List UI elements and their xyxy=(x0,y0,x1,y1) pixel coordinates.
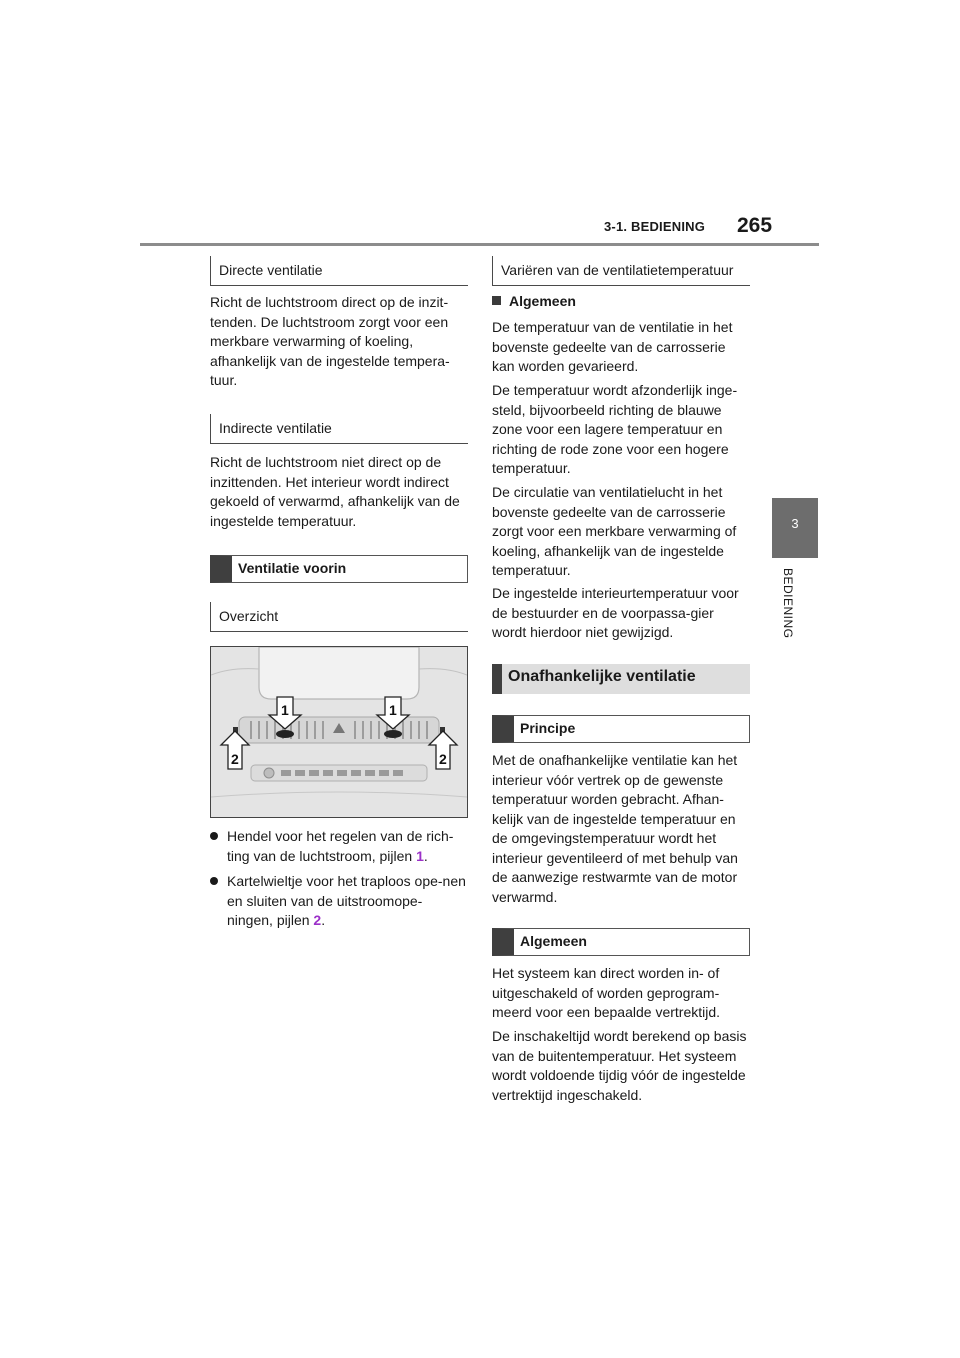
heading-algemeen: Algemeen xyxy=(492,928,750,956)
temp-para-4: De ingestelde interieurtemperatuur voor de bestuurder en de voorpassa-gier wordt hierdoor niet gewijzigd. xyxy=(492,585,739,640)
principe-text: Met de onafhankelijke ventilatie kan het interieur vóór vertrek op de gewenste temperatuur worden gebracht. Afhan-kelijk van de ingestelde temperatuur en de omgevingstemperatuur wordt het interieur geventileerd of met behulp van de aanwezige restwarmte van de motor verwarmd. xyxy=(492,752,738,905)
bullet-hendel-ref: 1 xyxy=(416,847,424,864)
bullet-hendel-text: Hendel voor het regelen van de rich-ting van de luchtstroom, pijlen xyxy=(227,828,454,864)
section-title: 3-1. BEDIENING xyxy=(604,219,706,234)
figure-label-1-right: 1 xyxy=(389,702,397,718)
bullet-hendel-period: . xyxy=(423,847,428,864)
page-number: 265 xyxy=(737,214,773,237)
bullet-kartelwieltje-ref: 2 xyxy=(313,912,322,928)
algemeen-text-1: Het systeem kan direct worden in- of uitgeschakeld of worden geprogram-meerd voor een bepaalde vertrektijd. xyxy=(492,965,721,1020)
heading-overzicht: Overzicht xyxy=(210,602,468,632)
temp-para-2: De temperatuur wordt afzonderlijk inge-steld, bijvoorbeeld richting de blauwe zone voor een lagere temperatuur en richting de rode zone voor een hogere temperatuur. xyxy=(492,382,738,476)
header-divider xyxy=(140,243,819,246)
figure-label-1-left: 1 xyxy=(281,702,289,718)
heading-ventilatie-voorin: Ventilatie voorin xyxy=(210,555,468,583)
heading-varieren-temperatuur: Variëren van de ventilatietemperatuur xyxy=(492,256,750,286)
temp-para-1: De temperatuur van de ventilatie in het bovenste gedeelte van de carrosserie kan worden gevarieerd. xyxy=(492,319,733,374)
dashboard-illustration xyxy=(211,647,467,817)
figure-label-2-right: 2 xyxy=(439,751,447,767)
bullet-kartelwieltje-text: Kartelwieltje voor het traploos ope-nen en sluiten van de uitstroomope-ningen, pijlen xyxy=(227,873,466,928)
heading-onafhankelijke-ventilatie: Onafhankelijke ventilatie xyxy=(492,664,750,694)
indirecte-ventilatie-text: Richt de luchtstroom niet direct op de inzittenden. Het interieur wordt indirect gekoeld of verwarmd, afhankelijk van de ingestelde temperatuur. xyxy=(210,454,460,529)
bullet-kartelwieltje xyxy=(210,872,468,931)
algemeen-text-2: De inschakeltijd wordt berekend op basis van de buitentemperatuur. Het systeem wordt voldoende tijdig vóór de ingestelde vertrektijd ingeschakeld. xyxy=(492,1028,747,1103)
chapter-label: BEDIENING xyxy=(781,568,795,639)
chapter-number: 3 xyxy=(791,516,799,531)
temp-para-3: De circulatie van ventilatielucht in het bovenste gedeelte van de carrosserie zorgt voor een merkbare verwarming of koeling, afhankelijk van de ingestelde temperatuur. xyxy=(492,484,737,578)
square-bullet-icon xyxy=(492,296,501,305)
figure-label-2-left: 2 xyxy=(231,751,239,767)
directe-ventilatie-text: Richt de luchtstroom direct op de inzit-tenden. De luchtstroom zorgt voor een merkbare verwarming of koeling, afhankelijk van de ingestelde tempera-tuur. xyxy=(210,294,450,388)
subheading-algemeen: Algemeen xyxy=(492,293,576,309)
bullet-kartelwieltje-period: . xyxy=(321,912,326,928)
heading-indirecte-ventilatie: Indirecte ventilatie xyxy=(210,414,468,444)
dashboard-vents-figure xyxy=(210,646,468,818)
heading-principe: Principe xyxy=(492,715,750,743)
heading-directe-ventilatie: Directe ventilatie xyxy=(210,256,468,286)
bullet-dot-icon xyxy=(210,877,218,885)
bullet-dot-icon xyxy=(210,832,218,840)
bullet-hendel xyxy=(210,827,468,866)
